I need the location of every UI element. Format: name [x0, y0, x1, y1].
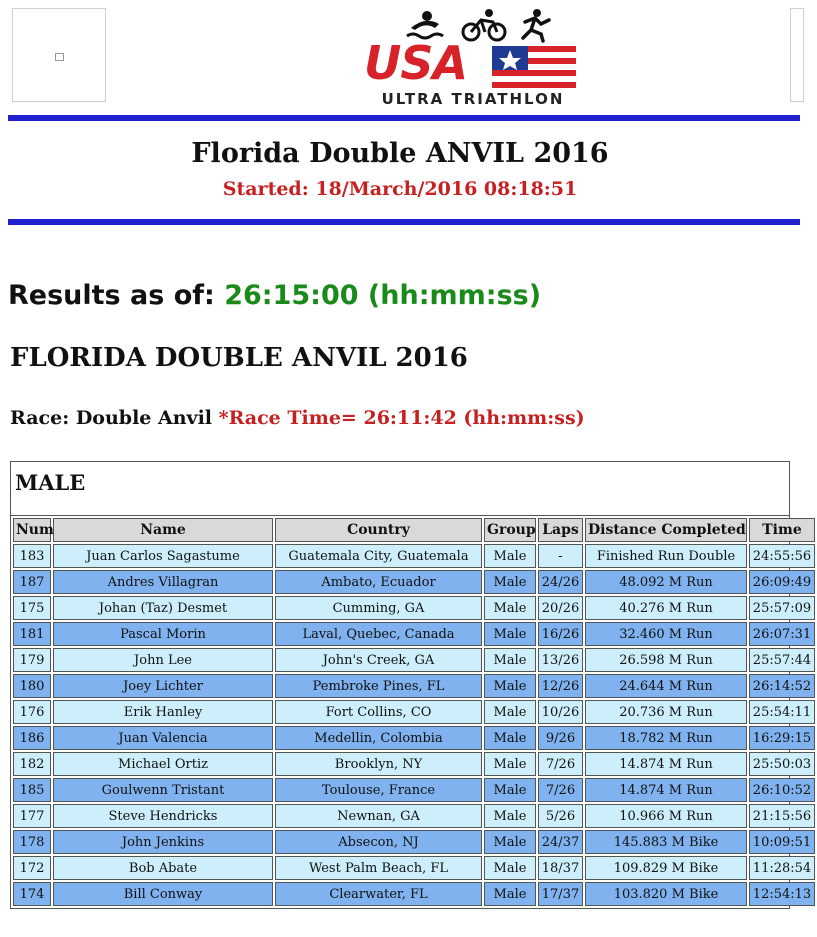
- cell-laps: 7/26: [538, 752, 583, 776]
- cell-name: Juan Carlos Sagastume: [53, 544, 273, 568]
- table-row: [13, 648, 815, 672]
- cell-laps: 24/26: [538, 570, 583, 594]
- cell-group: Male: [484, 570, 536, 594]
- cell-laps: 13/26: [538, 648, 583, 672]
- cell-num: 180: [13, 674, 51, 698]
- cell-num: 178: [13, 830, 51, 854]
- cell-distance: 103.820 M Bike: [585, 882, 747, 906]
- cell-name: Bob Abate: [53, 856, 273, 880]
- table-row: [13, 570, 815, 594]
- table-row: [13, 544, 815, 568]
- cell-num: 179: [13, 648, 51, 672]
- cell-laps: 16/26: [538, 622, 583, 646]
- broken-image-placeholder: [12, 8, 106, 102]
- cell-country: Medellin, Colombia: [275, 726, 482, 750]
- cell-laps: 10/26: [538, 700, 583, 724]
- col-group: Group: [484, 518, 536, 542]
- cell-group: Male: [484, 752, 536, 776]
- cell-country: Absecon, NJ: [275, 830, 482, 854]
- cell-laps: 5/26: [538, 804, 583, 828]
- cell-time: 16:29:15: [749, 726, 815, 750]
- cell-name: Pascal Morin: [53, 622, 273, 646]
- col-name: Name: [53, 518, 273, 542]
- table-row: [13, 752, 815, 776]
- cell-country: Guatemala City, Guatemala: [275, 544, 482, 568]
- results-table: [11, 516, 817, 908]
- cell-group: Male: [484, 648, 536, 672]
- cell-country: Pembroke Pines, FL: [275, 674, 482, 698]
- cell-name: Johan (Taz) Desmet: [53, 596, 273, 620]
- cell-laps: 7/26: [538, 778, 583, 802]
- cell-name: Goulwenn Tristant: [53, 778, 273, 802]
- cell-time: 25:54:11: [749, 700, 815, 724]
- cell-distance: 40.276 M Run: [585, 596, 747, 620]
- cell-time: 10:09:51: [749, 830, 815, 854]
- cell-time: 24:55:56: [749, 544, 815, 568]
- cell-distance: 14.874 M Run: [585, 752, 747, 776]
- cell-distance: 48.092 M Run: [585, 570, 747, 594]
- cell-name: John Jenkins: [53, 830, 273, 854]
- cell-group: Male: [484, 596, 536, 620]
- page-header: [0, 0, 800, 112]
- col-laps: Laps: [538, 518, 583, 542]
- cell-num: 175: [13, 596, 51, 620]
- cell-num: 182: [13, 752, 51, 776]
- table-row: [13, 804, 815, 828]
- cell-time: 26:10:52: [749, 778, 815, 802]
- bike-icon: [463, 9, 505, 40]
- cell-country: Toulouse, France: [275, 778, 482, 802]
- cell-country: Cumming, GA: [275, 596, 482, 620]
- cell-time: 12:54:13: [749, 882, 815, 906]
- cell-time: 25:57:09: [749, 596, 815, 620]
- cell-distance: 10.966 M Run: [585, 804, 747, 828]
- cell-distance: 109.829 M Bike: [585, 856, 747, 880]
- cell-laps: 12/26: [538, 674, 583, 698]
- cell-distance: 26.598 M Run: [585, 648, 747, 672]
- cell-group: Male: [484, 830, 536, 854]
- broken-image-placeholder-right: [790, 8, 804, 102]
- cell-group: Male: [484, 700, 536, 724]
- race-time: *Race Time= 26:11:42 (hh:mm:ss): [218, 407, 585, 429]
- cell-distance: 145.883 M Bike: [585, 830, 747, 854]
- flag-icon: [492, 46, 576, 88]
- table-row: [13, 726, 815, 750]
- results-table-container: [10, 461, 812, 909]
- col-num: Num: [13, 518, 51, 542]
- results-body: [13, 544, 815, 906]
- cell-group: Male: [484, 882, 536, 906]
- cell-num: 172: [13, 856, 51, 880]
- cell-num: 186: [13, 726, 51, 750]
- cell-laps: 9/26: [538, 726, 583, 750]
- cell-laps: -: [538, 544, 583, 568]
- cell-name: Michael Ortiz: [53, 752, 273, 776]
- cell-name: Joey Lichter: [53, 674, 273, 698]
- cell-distance: 18.782 M Run: [585, 726, 747, 750]
- table-row: [13, 830, 815, 854]
- cell-time: 26:07:31: [749, 622, 815, 646]
- results-label: Results as of:: [8, 280, 225, 311]
- race-label: Race: Double Anvil: [10, 407, 219, 429]
- cell-group: Male: [484, 544, 536, 568]
- cell-num: 181: [13, 622, 51, 646]
- cell-laps: 17/37: [538, 882, 583, 906]
- table-row: [13, 856, 815, 880]
- cell-name: Andres Villagran: [53, 570, 273, 594]
- event-heading: FLORIDA DOUBLE ANVIL 2016: [10, 343, 468, 373]
- cell-num: 174: [13, 882, 51, 906]
- divider-top: [8, 115, 800, 121]
- cell-num: 177: [13, 804, 51, 828]
- cell-group: Male: [484, 622, 536, 646]
- cell-group: Male: [484, 804, 536, 828]
- cell-time: 21:15:56: [749, 804, 815, 828]
- cell-distance: 32.460 M Run: [585, 622, 747, 646]
- cell-name: Juan Valencia: [53, 726, 273, 750]
- cell-time: 11:28:54: [749, 856, 815, 880]
- results-as-of: [8, 280, 541, 311]
- table-row: [13, 882, 815, 906]
- cell-distance: 20.736 M Run: [585, 700, 747, 724]
- cell-laps: 18/37: [538, 856, 583, 880]
- cell-time: 25:50:03: [749, 752, 815, 776]
- cell-country: Newnan, GA: [275, 804, 482, 828]
- table-row: [13, 674, 815, 698]
- cell-country: Fort Collins, CO: [275, 700, 482, 724]
- run-icon: [523, 9, 549, 41]
- cell-num: 183: [13, 544, 51, 568]
- cell-group: Male: [484, 726, 536, 750]
- cell-laps: 24/37: [538, 830, 583, 854]
- swim-icon: [407, 11, 443, 38]
- cell-distance: 14.874 M Run: [585, 778, 747, 802]
- cell-group: Male: [484, 856, 536, 880]
- cell-time: 25:57:44: [749, 648, 815, 672]
- race-info: [10, 407, 585, 429]
- table-row: [13, 622, 815, 646]
- cell-group: Male: [484, 778, 536, 802]
- results-time: 26:15:00 (hh:mm:ss): [224, 280, 542, 311]
- divider-bottom: [8, 219, 800, 225]
- cell-num: 176: [13, 700, 51, 724]
- group-title: MALE: [11, 462, 789, 516]
- cell-time: 26:14:52: [749, 674, 815, 698]
- cell-group: Male: [484, 674, 536, 698]
- cell-name: Erik Hanley: [53, 700, 273, 724]
- cell-country: Brooklyn, NY: [275, 752, 482, 776]
- cell-num: 185: [13, 778, 51, 802]
- table-row: [13, 778, 815, 802]
- race-title: Florida Double ANVIL 2016: [191, 138, 609, 169]
- col-distance: Distance Completed: [585, 518, 747, 542]
- race-start-time: Started: 18/March/2016 08:18:51: [222, 178, 578, 200]
- usa-ultra-triathlon-logo: [360, 6, 590, 106]
- cell-name: Steve Hendricks: [53, 804, 273, 828]
- table-row: [13, 700, 815, 724]
- logo-wordmark: USA: [364, 36, 468, 90]
- table-header-row: [13, 518, 815, 542]
- cell-country: John's Creek, GA: [275, 648, 482, 672]
- col-country: Country: [275, 518, 482, 542]
- cell-time: 26:09:49: [749, 570, 815, 594]
- cell-country: Laval, Quebec, Canada: [275, 622, 482, 646]
- cell-num: 187: [13, 570, 51, 594]
- logo-subtitle: ULTRA TRIATHLON: [381, 90, 565, 108]
- cell-distance: Finished Run Double: [585, 544, 747, 568]
- cell-name: Bill Conway: [53, 882, 273, 906]
- cell-laps: 20/26: [538, 596, 583, 620]
- cell-name: John Lee: [53, 648, 273, 672]
- table-row: [13, 596, 815, 620]
- cell-distance: 24.644 M Run: [585, 674, 747, 698]
- cell-country: Clearwater, FL: [275, 882, 482, 906]
- cell-country: West Palm Beach, FL: [275, 856, 482, 880]
- col-time: Time: [749, 518, 815, 542]
- cell-country: Ambato, Ecuador: [275, 570, 482, 594]
